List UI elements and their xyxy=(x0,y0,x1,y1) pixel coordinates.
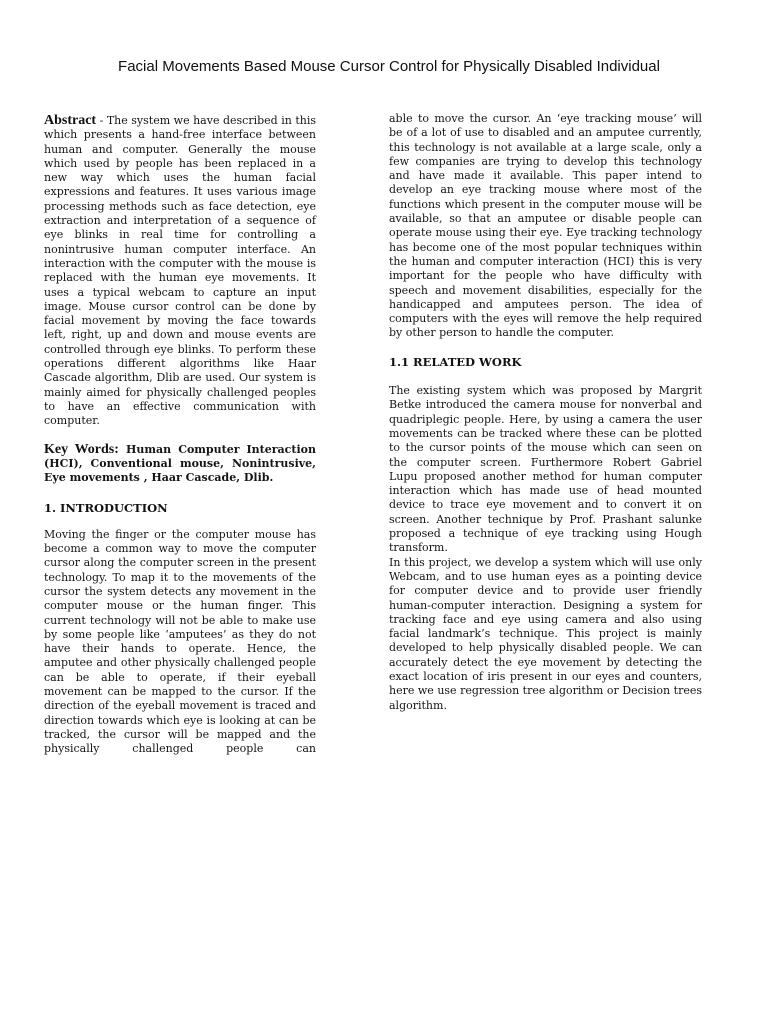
introduction-heading: 1. INTRODUCTION xyxy=(44,501,168,516)
keywords xyxy=(44,443,316,486)
abstract xyxy=(44,114,316,429)
keywords-heading: Key Words: xyxy=(44,441,119,457)
introduction-paragraph-continued: able to move the cursor. An ‘eye tracking mouse’ will be of a lot of use to disabled and an amputee currently, this technology is not available at a large scale, only a few companies are trying to develop this technology and have made it available. This paper intend to develop an eye tracking mouse where most of the functions which present in the computer mouse will be available, so that an amputee or disable people can operate mouse using their eye. Eye tracking technology has become one of the most popular techniques within the human and computer interaction (HCI) this is very important for the people who have difficulty with speech and movement disabilities, especially for the handicapped and amputees person. The idea of computers with the eyes will remove the help required by other person to handle the computer. xyxy=(389,112,702,340)
paper-title: Facial Movements Based Mouse Cursor Control for Physically Disabled Individual xyxy=(118,58,660,75)
introduction-paragraph: Moving the finger or the computer mouse has become a common way to move the computer cursor along the computer screen in the present technology. To map it to the movements of the cursor the system detects any movement in the computer mouse or the human finger. This current technology will not be able to make use by some people like ‘amputees’ as they do not have their hands to operate. Hence, the amputee and other physically challenged people can be able to operate, if their eyeball movement can be mapped to the cursor. If the direction of the eyeball movement is traced and direction towards which eye is looking at can be tracked, the cursor will be mapped and the physically challenged people can xyxy=(44,527,316,756)
abstract-heading: Abstract xyxy=(44,113,97,128)
left-column xyxy=(44,114,316,756)
related-work-paragraph-1: The existing system which was proposed by Margrit Betke introduced the camera mouse for nonverbal and quadriplegic people. Here, by using a camera the user movements can be tracked where these can be plotted to the cursor points of the mouse which can seen on the computer screen. Furthermore Robert Gabriel Lupu proposed another method for human computer interaction which has made use of head mounted device to trace eye movement and to convert it on screen. Another technique by Prof. Prashant salunke proposed a technique of eye tracking using Hough transform. xyxy=(389,384,702,555)
related-work-paragraph-2: In this project, we develop a system which will use only Webcam, and to use human eyes as a pointing device for computer device and to provide user friendly human-computer interaction. Designing a system for tracking face and eye using camera and also using facial landmark’s technique. This project is mainly developed to help physically disabled people. We can accurately detect the eye movement by detecting the exact location of iris present in our eyes and counters, here we use regression tree algorithm or Decision trees algorithm. xyxy=(389,555,702,712)
right-column xyxy=(389,112,702,713)
abstract-text: - The system we have described in this which presents a hand-free interface between human and computer. Generally the mouse which used by people has been replaced in a new way which uses the human facial expressions and features. It uses various image processing methods such as face detection, eye extraction and interpretation of a sequence of eye blinks in real time for controlling a nonintrusive human computer interface. An interaction with the computer with the mouse is replaced with the human eye movements. It uses a typical webcam to capture an input image. Mouse cursor control can be done by facial movement by moving the face towards left, right, up and down and mouse events are controlled through eye blinks. To perform these operations different algorithms like Haar Cascade algorithm, Dlib are used. Our system is mainly aimed for physically challenged peoples to have an effective communication with computer. xyxy=(44,114,316,428)
keywords-text: Human Computer Interaction (HCI), Conventional mouse, Nonintrusive, Eye movements , Haar Cascade, Dlib. xyxy=(44,442,316,485)
related-work-heading: 1.1 RELATED WORK xyxy=(389,354,522,369)
